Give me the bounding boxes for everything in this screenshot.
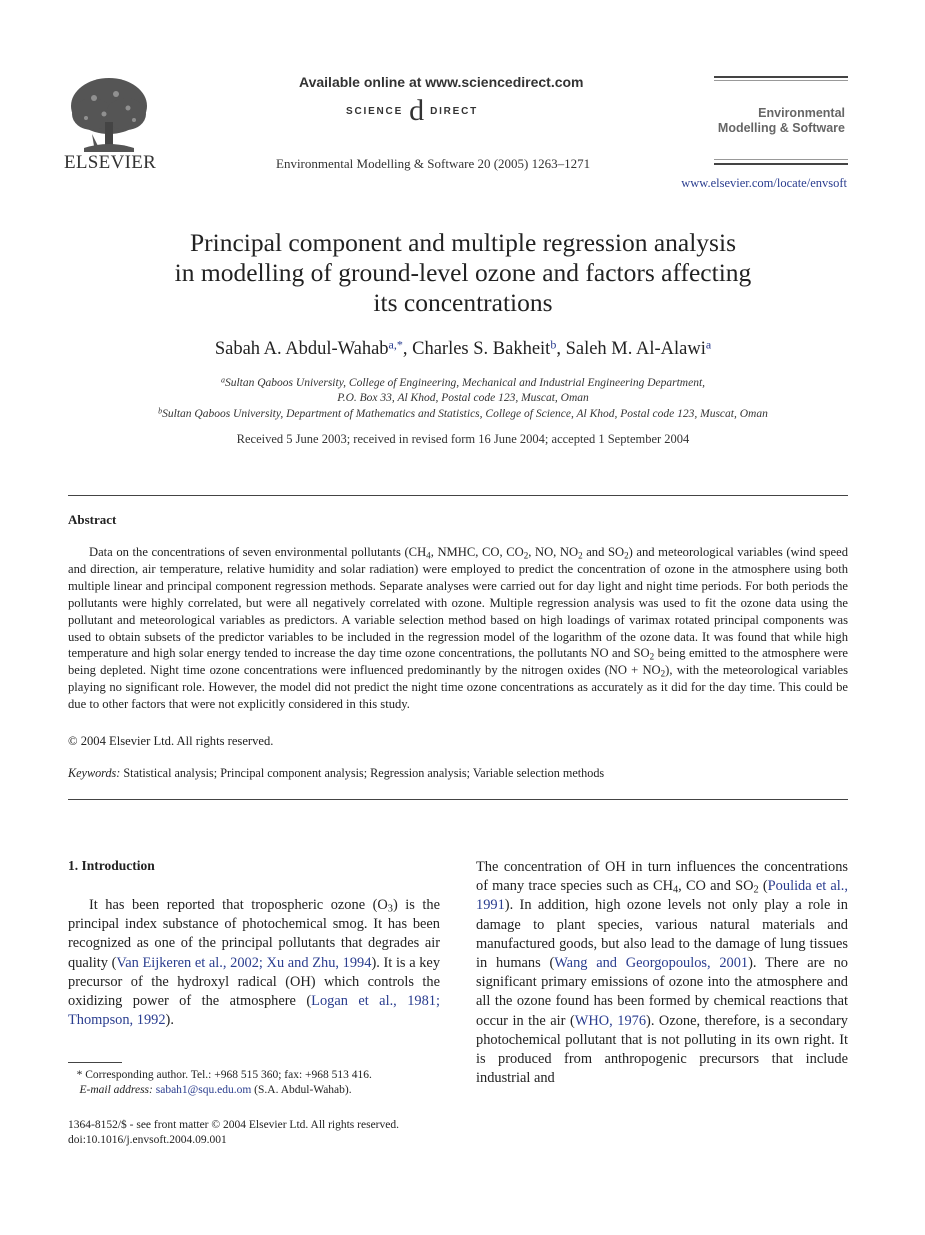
title-line: Principal component and multiple regression analysis <box>189 228 736 257</box>
abstract-heading: Abstract <box>68 512 117 527</box>
keywords-label: Keywords: <box>68 766 121 780</box>
footnote-rule <box>68 1062 122 1063</box>
header-rule-top <box>714 76 848 78</box>
header-rule-bottom <box>714 159 848 160</box>
front-matter <box>68 1118 399 1148</box>
front-matter-line: 1364-8152/$ - see front matter © 2004 Elsevier Ltd. All rights reserved. <box>68 1119 399 1131</box>
abstract-rule-top <box>68 495 848 496</box>
author-name: Saleh M. Al-Alawi <box>565 339 706 359</box>
email-link[interactable]: sabah1@squ.edu.om <box>155 1084 252 1096</box>
journal-name-line2: Modelling & Software <box>717 121 845 135</box>
sciencedirect-logo <box>346 96 478 126</box>
title-line: in modelling of ground-level ozone and factors affecting <box>174 258 752 287</box>
keywords <box>68 766 848 781</box>
affiliation-text: P.O. Box 33, Al Khod, Postal code 123, Muscat, Oman <box>337 392 589 404</box>
affiliation-text: Sultan Qaboos University, Department of Mathematics and Statistics, College of Science, Al Khod, Postal code 123, Muscat, Oman <box>162 408 768 420</box>
affiliation-text: Sultan Qaboos University, College of Engineering, Mechanical and Industrial Engineering Department, <box>224 377 706 389</box>
footnote-marker: * <box>76 1069 83 1081</box>
citation-link[interactable]: WHO, 1976 <box>574 1012 647 1029</box>
title-line: its concentrations <box>373 288 553 317</box>
footnote-text: Corresponding author. Tel.: +968 515 360; fax: +968 513 416. <box>82 1069 372 1081</box>
author-list: Sabah A. Abdul-Wahab$^{a,*}$, Charles S. Bakheit$^b$, Saleh M. Al-Alawi$^a$ <box>214 337 712 359</box>
affiliation-marker: b <box>158 406 163 416</box>
affiliation-b <box>60 407 866 422</box>
publisher-wordmark: ELSEVIER <box>64 152 157 173</box>
journal-citation: Environmental Modelling & Software 20 (2005) 1263–1271 <box>276 156 591 171</box>
available-online-text: Available online at www.sciencedirect.com <box>299 74 584 90</box>
affiliation-a <box>60 376 866 406</box>
corresponding-author-footnote <box>68 1068 448 1098</box>
intro-paragraph: It has been reported that tropospheric ozone $(O_3)$ is the principal index substance of photochemical smog. It has been recognized as one of the principal pollutants that degrades air quality (Van Eijkeren et al., 2002; Xu and Zhu, 1994). It is a key precursor of the hydroxyl radical (OH) which controls the oxidizing power of the atmosphere (Logan et al., 1981; Thompson, 1992). <box>68 897 441 1029</box>
citation-link[interactable]: Poulida et al., 1991 <box>476 878 848 914</box>
citation-link[interactable]: Van Eijkeren et al., 2002; Xu and Zhu, 1994 <box>116 954 372 971</box>
section-heading: 1. Introduction <box>68 858 155 873</box>
article-title <box>60 228 866 318</box>
author-name: Sabah A. Abdul-Wahab <box>214 339 389 359</box>
abstract-text: Data on the concentrations of seven environmental pollutants ($CH_4$, NMHC, CO, $CO_2$, NO, $NO_2$ and $SO_2$) and meteorological variables (wind speed and direction, air temperature, relative humidity and solar radiation) were employed to predict the concentration of ozone in the atmosphere using both multiple linear and principal component regression methods. Separate analyses were carried out for day light and night time periods. For both periods the pollutants were highly correlated, but were all negatively correlated with ozone. Multiple regression analysis was used to fit the ozone data using the pollutant and meteorological variables as predictors. A variable selection method based on high loadings of varimax rotated principal components was used to obtain subsets of the predictor variables to be included in the regression model of the logarithm of the ozone data. It was found that while high temperature and high solar energy tended to increase the day time ozone concentrations, the pollutants NO and $SO_2$ being emitted to the atmosphere were being depleted. Night time ozone concentrations were influenced predominantly by the nitrogen oxides $(NO + NO_2)$, with the meteorological variables playing no significant role. However, the model did not predict the night time ozone concentrations as accurately as it did for the day time. This could be due to other factors that were not explicitly considered in this study. <box>68 545 848 712</box>
header-rule-bottom-2 <box>714 163 848 165</box>
sciencedirect-left: SCIENCE <box>346 105 404 117</box>
affiliation-marker: a <box>220 375 225 385</box>
author-affiliation-link[interactable]: b <box>550 337 557 352</box>
author-affiliation-link[interactable]: a <box>705 337 712 352</box>
abstract-rule-bottom <box>68 799 848 800</box>
received-dates: Received 5 June 2003; received in revised form 16 June 2004; accepted 1 September 2004 <box>236 432 690 446</box>
sciencedirect-right: DIRECT <box>430 105 479 117</box>
header-rule-top-2 <box>714 80 848 81</box>
abstract-copyright: © 2004 Elsevier Ltd. All rights reserved. <box>68 734 274 748</box>
journal-name <box>700 106 845 136</box>
email-owner: (S.A. Abdul-Wahab). <box>251 1084 352 1096</box>
email-label: E-mail address: <box>79 1084 153 1096</box>
doi-line: doi:10.1016/j.envsoft.2004.09.001 <box>68 1134 227 1146</box>
journal-url-link[interactable]: www.elsevier.com/locate/envsoft <box>681 176 847 190</box>
keywords-text: Statistical analysis; Principal component analysis; Regression analysis; Variable selection methods <box>120 766 605 780</box>
journal-name-line1: Environmental <box>758 106 845 120</box>
author-affiliation-link[interactable]: a,* <box>388 337 403 352</box>
sciencedirect-mark: d <box>409 94 425 127</box>
citation-link[interactable]: Wang and Georgopoulos, 2001 <box>554 955 749 972</box>
citation-link[interactable]: Logan et al., 1981; Thompson, 1992 <box>68 993 440 1029</box>
right-column-paragraph: The concentration of OH in turn influences the concentrations of many trace species such as $CH_4$, CO and $SO_2$ (Poulida et al., 1991). In addition, high ozone levels not only play a role in damage to plant species, various natural materials and manufactured goods, but also lead to the damage of lung tissues in humans (Wang and Georgopoulos, 2001). There are no significant primary emissions of ozone into the atmosphere and all the ozone found has been formed by chemical reactions that occur in the air (WHO, 1976). Ozone, therefore, is a secondary photochemical pollutant that is not polluting in its own right. It is produced from anthropogenic precursors that include industrial and <box>476 859 848 1087</box>
author-name: Charles S. Bakheit <box>412 339 551 359</box>
